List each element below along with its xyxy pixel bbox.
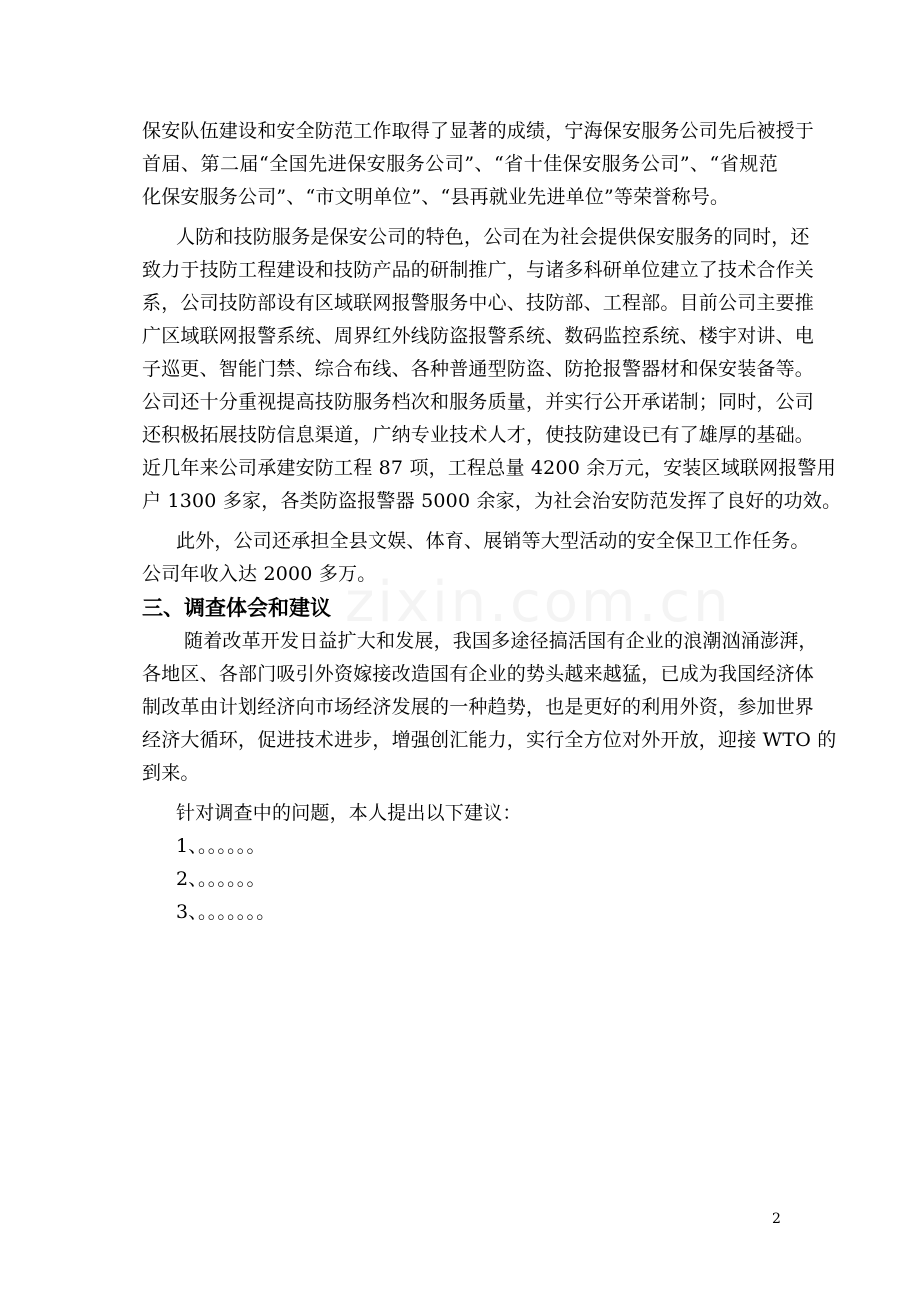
body-line: 广区域联网报警系统、周界红外线防盗报警系统、数码监控系统、楼宇对讲、电 [142, 325, 815, 347]
list-item: 3、。。。。。。。 [176, 901, 276, 923]
body-line: 致力于技防工程建设和技防产品的研制推广，与诸多科研单位建立了技术合作关 [142, 259, 815, 281]
body-line: 针对调查中的问题，本人提出以下建议： [176, 802, 522, 824]
page-number: 2 [772, 1211, 781, 1227]
body-line: 近几年来公司承建安防工程 87 项，工程总量 4200 余万元，安装区域联网报警用 [142, 457, 836, 479]
list-item: 1、。。。。。。 [176, 835, 266, 857]
body-line: 子巡更、智能门禁、综合布线、各种普通型防盗、防抢报警器材和保安装备等。 [142, 358, 815, 380]
section-heading: 三、调查体会和建议 [142, 596, 331, 620]
body-line: 户 1300 多家，各类防盗报警器 5000 余家，为社会治安防范发挥了良好的功效。 [142, 490, 842, 512]
body-line: 经济大循环，促进技术进步，增强创汇能力，实行全方位对外开放，迎接 WTO 的 [142, 729, 837, 751]
body-line: 公司还十分重视提高技防服务档次和服务质量，并实行公开承诺制；同时，公司 [142, 391, 815, 413]
body-line: 保安队伍建设和安全防范工作取得了显著的成绩，宁海保安服务公司先后被授于 [142, 120, 815, 142]
body-line: 此外，公司还承担全县文娱、体育、展销等大型活动的安全保卫工作任务。 [176, 530, 810, 552]
body-line: 各地区、各部门吸引外资嫁接改造国有企业的势头越来越猛，已成为我国经济体 [142, 663, 815, 685]
body-line: 化保安服务公司”、“市文明单位”、“县再就业先进单位”等荣誉称号。 [142, 186, 730, 208]
list-item: 2、。。。。。。 [176, 868, 266, 890]
body-line: 制改革由计划经济向市场经济发展的一种趋势，也是更好的利用外资，参加世界 [142, 696, 815, 718]
body-line: 随着改革开发日益扩大和发展，我国多途径搞活国有企业的浪潮汹涌澎湃， [184, 630, 818, 652]
body-line: 公司年收入达 2000 多万。 [142, 563, 377, 585]
body-line: 首届、第二届“全国先进保安服务公司”、“省十佳保安服务公司”、“省规范 [142, 153, 778, 175]
body-line: 系，公司技防部设有区域联网报警服务中心、技防部、工程部。目前公司主要推 [142, 292, 815, 314]
body-line: 到来。 [142, 762, 200, 784]
watermark: zixin.com.cn [345, 570, 732, 635]
body-line: 还积极拓展技防信息渠道，广纳专业技术人才，使技防建设已有了雄厚的基础。 [142, 424, 815, 446]
body-line: 人防和技防服务是保安公司的特色，公司在为社会提供保安服务的同时，还 [176, 226, 810, 248]
